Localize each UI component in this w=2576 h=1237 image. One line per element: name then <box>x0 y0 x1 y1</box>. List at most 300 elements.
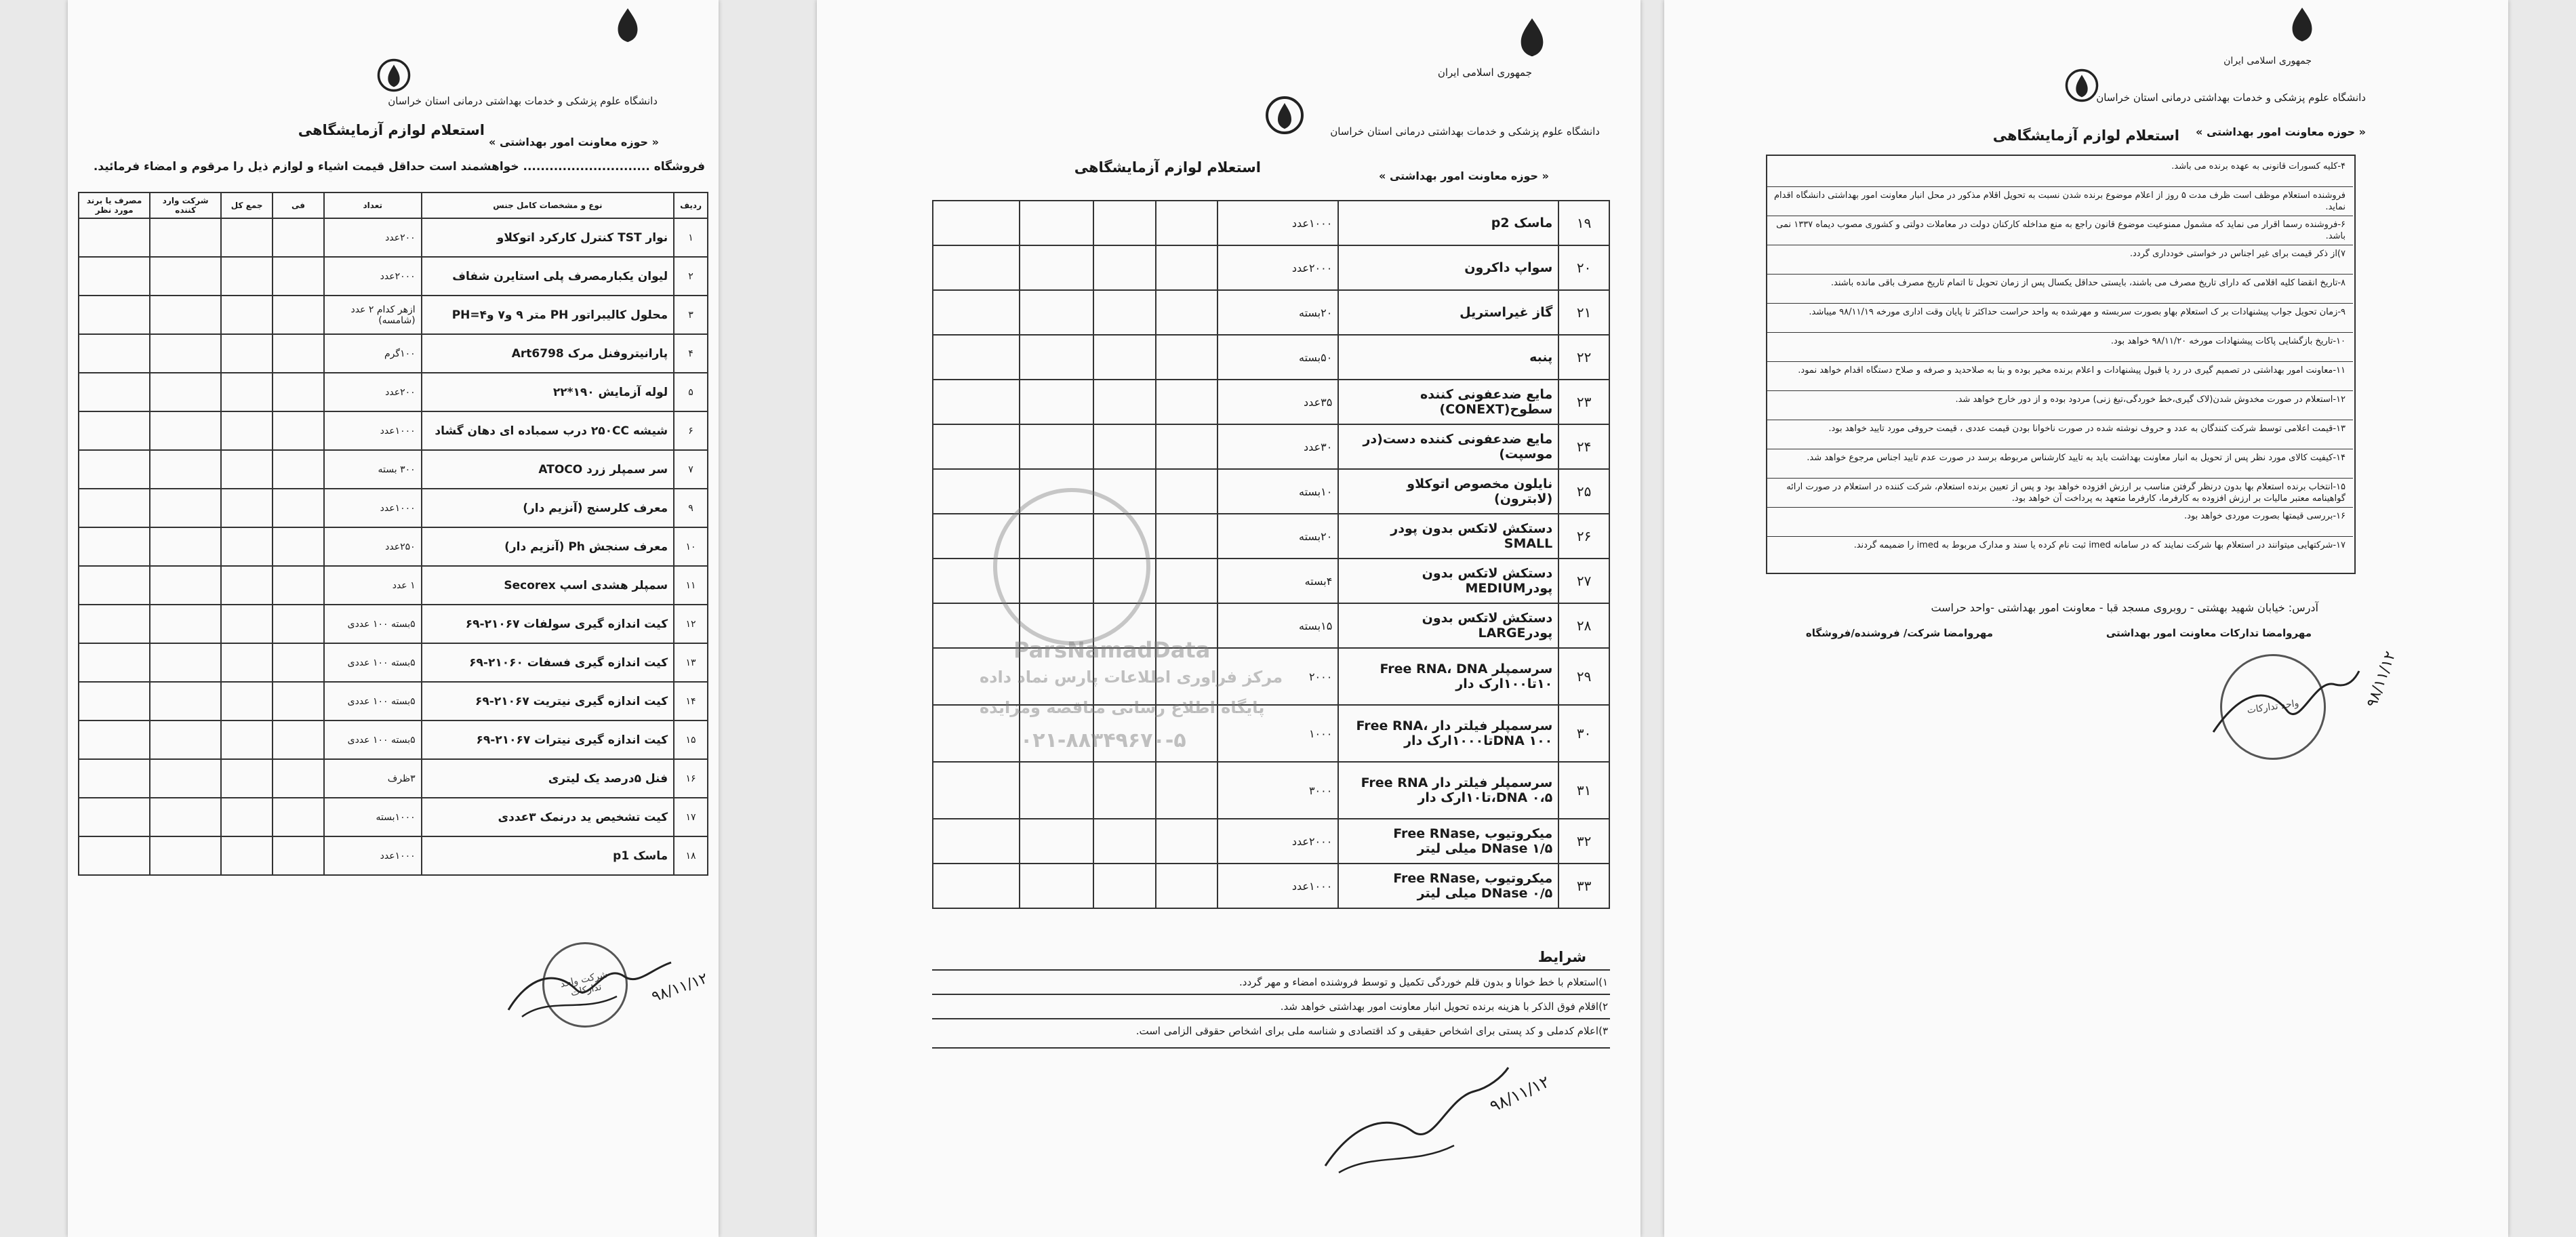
brand-cell <box>933 864 1020 908</box>
quantity-cell: ۲۵۰عدد <box>324 527 422 566</box>
brand-cell <box>933 245 1020 290</box>
row-number-cell: ۳ <box>674 296 708 334</box>
brand-cell <box>79 643 150 682</box>
total-price-cell <box>221 566 273 605</box>
row-number-cell: ۱۱ <box>674 566 708 605</box>
col-header-row-num: ردیف <box>674 192 708 218</box>
col-header-qty: تعداد <box>324 192 422 218</box>
ministry-logo-icon <box>2064 68 2099 103</box>
org-line: دانشگاه علوم پزشکی و خدمات بهداشتی درمانی استان خراسان <box>388 95 658 107</box>
total-price-cell <box>1093 290 1155 335</box>
condition-item: فروشنده استعلام موظف است ظرف مدت ۵ روز از اعلام موضوع برنده شدن نسبت به تحویل اقلام مذکور در محل انبار معاونت امور بهداشتی دانشگاه اقدام نماید. <box>1773 190 2346 212</box>
total-price-cell <box>221 759 273 798</box>
row-number-cell: ۲۰ <box>1558 245 1609 290</box>
item-name-cell: شیشه ۲۵۰CC درب سمباده ای دهان گشاد <box>422 411 674 450</box>
item-name-cell: کیت اندازه گیری نیتریت ۲۱۰۶۷-۶۹ <box>422 682 674 721</box>
unit-price-cell <box>273 682 324 721</box>
brand-cell <box>933 201 1020 245</box>
row-number-cell: ۳۳ <box>1558 864 1609 908</box>
row-number-cell: ۱۵ <box>674 721 708 759</box>
condition-3: ۳)اعلام کدملی و کد پستی برای اشخاص حقیقی و کد اقتصادی و شناسه ملی برای اشخاص حقوقی الزامی است. <box>1135 1025 1608 1037</box>
importer-cell <box>1020 201 1093 245</box>
org-line: دانشگاه علوم پزشکی و خدمات بهداشتی درمانی استان خراسان <box>2096 92 2366 104</box>
row-number-cell: ۱ <box>674 218 708 257</box>
importer-cell <box>1020 424 1093 469</box>
table-row <box>79 450 708 489</box>
table-row <box>79 296 708 334</box>
brand-cell <box>933 469 1020 514</box>
condition-item: ۴-کلیه کسورات قانونی به عهده برنده می باشد. <box>2171 161 2346 171</box>
row-number-cell: ۱۶ <box>674 759 708 798</box>
quantity-cell: ۵بسته ۱۰۰ عددی <box>324 721 422 759</box>
unit-price-cell <box>1156 559 1217 603</box>
quantity-cell: ۱۰۰۰عدد <box>1217 201 1339 245</box>
table-row <box>79 527 708 566</box>
item-name-cell: کیت اندازه گیری نیترات ۲۱۰۶۷-۶۹ <box>422 721 674 759</box>
brand-cell <box>933 380 1020 424</box>
quantity-cell: ۵بسته ۱۰۰ عددی <box>324 643 422 682</box>
total-price-cell <box>1093 201 1155 245</box>
unit-price-cell <box>273 798 324 836</box>
total-price-cell <box>1093 424 1155 469</box>
total-price-cell <box>221 296 273 334</box>
condition-item: ۸-تاریخ انقضا کلیه اقلامی که دارای تاریخ مصرف می باشند، بایستی حداقل یکسال پس از زمان تحویل تا اتمام تاریخ مصرف باقی مانده باشند. <box>1830 278 2346 288</box>
item-name-cell: کیت اندازه گیری سولفات ۲۱۰۶۷-۶۹ <box>422 605 674 643</box>
condition-item: ۷)از ذکر قیمت برای غیر اجناس در خواستی خودداری گردد. <box>2129 249 2346 259</box>
divider <box>1766 274 2353 275</box>
condition-item: ۱۴-کیفیت کالای مورد نظر پس از تحویل به انبار معاونت بهداشت باید به تایید کارشناس مربوطه برسد در صورت عدم تایید اجناس مرجوع خواهد شد. <box>1807 453 2346 463</box>
quantity-cell: ۳۰عدد <box>1217 424 1339 469</box>
brand-cell <box>79 489 150 527</box>
ministry-logo-icon <box>376 58 411 93</box>
iran-emblem-icon <box>2281 3 2323 45</box>
brand-cell <box>933 424 1020 469</box>
table-row <box>79 334 708 373</box>
brand-cell <box>79 721 150 759</box>
row-number-cell: ۶ <box>674 411 708 450</box>
col-header-item: نوع و مشخصات کامل جنس <box>422 192 674 218</box>
unit-price-cell <box>273 373 324 411</box>
importer-cell <box>150 411 221 450</box>
brand-cell <box>79 759 150 798</box>
importer-cell <box>150 218 221 257</box>
condition-1: ۱)استعلام با خط خوانا و بدون قلم خوردگی تکمیل و توسط فروشنده امضاء و مهر گردد. <box>1239 976 1608 988</box>
quantity-cell: ۳۰۰ بسته <box>324 450 422 489</box>
item-name-cell: پنبه <box>1338 335 1558 380</box>
importer-cell <box>150 334 221 373</box>
divider <box>1766 332 2353 333</box>
page-title: استعلام لوازم آزمایشگاهی <box>1074 159 1261 176</box>
dept-label: « حوزه معاونت امور بهداشتی » <box>1379 169 1549 182</box>
quantity-cell: ۲۰بسته <box>1217 514 1339 559</box>
total-price-cell <box>221 489 273 527</box>
quantity-cell: ۵۰بسته <box>1217 335 1339 380</box>
total-price-cell <box>1093 819 1155 864</box>
item-name-cell: معرف کلرسنج (آنزیم دار) <box>422 489 674 527</box>
table-row <box>79 798 708 836</box>
divider <box>1766 361 2353 362</box>
table-row <box>79 759 708 798</box>
table-row <box>79 411 708 450</box>
row-number-cell: ۲ <box>674 257 708 296</box>
total-price-cell <box>1093 864 1155 908</box>
table-row <box>79 489 708 527</box>
row-number-cell: ۳۲ <box>1558 819 1609 864</box>
item-name-cell: لیوان یکبارمصرف پلی استایرن شفاف <box>422 257 674 296</box>
brand-cell <box>79 566 150 605</box>
unit-price-cell <box>273 527 324 566</box>
divider <box>1766 478 2353 479</box>
item-name-cell: دستکش لاتکس بدون پودرMEDIUM <box>1338 559 1558 603</box>
row-number-cell: ۲۷ <box>1558 559 1609 603</box>
col-header-brand: مصرف یا برند مورد نظر <box>79 192 150 218</box>
item-name-cell: گاز غیراستریل <box>1338 290 1558 335</box>
total-price-cell <box>221 373 273 411</box>
item-name-cell: ماسک p1 <box>422 836 674 875</box>
item-name-cell: محلول کالیبراتور PH متر ۹ و۷ و۴=PH <box>422 296 674 334</box>
row-number-cell: ۱۹ <box>1558 201 1609 245</box>
unit-price-cell <box>273 296 324 334</box>
importer-cell <box>150 836 221 875</box>
quantity-cell: ۲۰۰۰عدد <box>1217 245 1339 290</box>
total-price-cell <box>221 527 273 566</box>
dept-label: « حوزه معاونت امور بهداشتی » <box>489 136 659 148</box>
watermark-seal-icon <box>993 488 1150 645</box>
total-price-cell <box>221 218 273 257</box>
unit-price-cell <box>273 218 324 257</box>
total-price-cell <box>1093 245 1155 290</box>
quantity-cell: ۱۰۰۰ <box>1217 705 1339 762</box>
condition-item: ۱۲-استعلام در صورت مخدوش شدن(لاک گیری،خط خوردگی،تیغ زنی) مردود بوده و از دور خارج خواهد شد. <box>1955 394 2346 405</box>
conditions-title: شرایط <box>1537 949 1586 965</box>
importer-cell <box>1020 245 1093 290</box>
row-number-cell: ۱۷ <box>674 798 708 836</box>
address: آدرس: خیابان شهید بهشتی - روبروی مسجد قبا - معاونت امور بهداشتی -واحد حراست <box>1931 601 2318 614</box>
condition-item: ۱۳-قیمت اعلامی توسط شرکت کنندگان به عدد و حروف نوشته شده در صورت ناخوانا بودن قیمت عددی ، قیمت حروفی مورد تایید خواهد بود. <box>1828 424 2346 434</box>
brand-cell <box>79 450 150 489</box>
unit-price-cell <box>1156 245 1217 290</box>
importer-cell <box>150 296 221 334</box>
procurement-stamp: واحد تدارکات <box>2213 647 2333 767</box>
item-name-cell: کیت تشخیص ید درنمک ۳عددی <box>422 798 674 836</box>
importer-cell <box>1020 290 1093 335</box>
importer-cell <box>1020 762 1093 819</box>
table-row <box>933 864 1609 908</box>
divider <box>1766 186 2353 187</box>
unit-price-cell <box>273 489 324 527</box>
table-row <box>933 762 1609 819</box>
row-number-cell: ۷ <box>674 450 708 489</box>
total-price-cell <box>221 643 273 682</box>
quantity-cell: ۱۰۰۰عدد <box>1217 864 1339 908</box>
divider <box>1766 536 2353 537</box>
table-row <box>79 682 708 721</box>
page-title: استعلام لوازم آزمایشگاهی <box>1992 127 2179 144</box>
quantity-cell: ۵بسته ۱۰۰ عددی <box>324 682 422 721</box>
unit-price-cell <box>273 759 324 798</box>
condition-item: ۱۷-شرکتهایی میتوانند در استعلام بها شرکت نمایند که در سامانه imed ثبت نام کرده یا سند و مدارک مربوط به imed را ضمیمه گردند. <box>1853 540 2346 550</box>
quantity-cell: ۲۰۰۰عدد <box>1217 819 1339 864</box>
condition-item: ۹-زمان تحویل جواب پیشنهادات بر ک استعلام بهاو بصورت سربسته و مهرشده به واحد حراست حداکثر تا پایان وقت اداری مورخه ۹۸/۱۱/۱۹ میباشد. <box>1809 307 2346 317</box>
dept-label: « حوزه معاونت امور بهداشتی » <box>2196 125 2366 138</box>
unit-price-cell <box>1156 469 1217 514</box>
quantity-cell: ۲۰۰۰عدد <box>324 257 422 296</box>
table-row <box>933 819 1609 864</box>
total-price-cell <box>221 836 273 875</box>
gov-label: جمهوری اسلامی ایران <box>2223 56 2312 66</box>
importer-cell <box>1020 335 1093 380</box>
importer-cell <box>150 759 221 798</box>
row-number-cell: ۲۴ <box>1558 424 1609 469</box>
unit-price-cell <box>273 566 324 605</box>
condition-item: ۱۱-معاونت امور بهداشتی در تصمیم گیری در رد یا قبول پیشنهادات و اعلام برنده مخیر بوده و بنا به صلاحدید و صرفه و صلاح دستگاه اقدام خواهد نمود. <box>1798 365 2346 376</box>
condition-item: ۱۶-بررسی قیمتها بصورت موردی خواهد بود. <box>2184 511 2346 521</box>
item-name-cell: مایع ضدعفونی کننده سطوح(CONEXT) <box>1338 380 1558 424</box>
quantity-cell: ۴بسته <box>1217 559 1339 603</box>
row-number-cell: ۱۲ <box>674 605 708 643</box>
table-row <box>79 605 708 643</box>
unit-price-cell <box>273 257 324 296</box>
unit-price-cell <box>1156 380 1217 424</box>
unit-price-cell <box>1156 762 1217 819</box>
sign-date: ۹۸/۱۱/۱۲ <box>649 970 710 1006</box>
unit-price-cell <box>273 450 324 489</box>
quantity-cell: ۱ عدد <box>324 566 422 605</box>
ministry-logo-icon <box>1264 95 1305 136</box>
table-row <box>933 201 1609 245</box>
quantity-cell: ۵بسته ۱۰۰ عددی <box>324 605 422 643</box>
divider <box>932 1047 1610 1049</box>
unit-price-cell <box>1156 864 1217 908</box>
importer-cell <box>1020 380 1093 424</box>
row-number-cell: ۱۰ <box>674 527 708 566</box>
brand-cell <box>79 527 150 566</box>
brand-cell <box>79 218 150 257</box>
divider <box>932 1018 1610 1019</box>
quantity-cell: ۳۰۰۰ <box>1217 762 1339 819</box>
unit-price-cell <box>1156 201 1217 245</box>
divider <box>1766 390 2353 391</box>
item-name-cell: نوار TST کنترل کارکرد اتوکلاو <box>422 218 674 257</box>
company-stamp: شرکت واحد تدارکات <box>534 934 635 1035</box>
unit-price-cell <box>273 721 324 759</box>
col-header-total: جمع کل <box>221 192 273 218</box>
row-number-cell: ۲۲ <box>1558 335 1609 380</box>
brand-cell <box>933 819 1020 864</box>
col-header-importer: شرکت وارد کننده <box>150 192 221 218</box>
row-number-cell: ۲۶ <box>1558 514 1609 559</box>
importer-cell <box>1020 819 1093 864</box>
total-price-cell <box>1093 335 1155 380</box>
brand-cell <box>79 257 150 296</box>
brand-cell <box>933 335 1020 380</box>
signature-label-procurement: مهروامضا تدارکات معاونت امور بهداشتی <box>2106 627 2312 639</box>
item-name-cell: سمپلر هشدی اسپ Secorex <box>422 566 674 605</box>
item-name-cell: سرسمپلر Free RNA، DNA ۱۰تا۱۰۰ارک دار <box>1338 648 1558 705</box>
signature <box>1312 1057 1515 1182</box>
item-name-cell: میکروتیوب Free RNase, DNase ۰/۵ میلی لیتر <box>1338 864 1558 908</box>
page-title: استعلام لوازم آزمایشگاهی <box>298 122 485 138</box>
intro-text: فروشگاه ............................. خواهشمند است حداقل قیمت اشیاء و لوازم ذیل را مرقوم و امضاء فرمائید. <box>93 160 705 174</box>
brand-cell <box>79 296 150 334</box>
row-number-cell: ۹ <box>674 489 708 527</box>
condition-item: ۱۰-تاریخ بازگشایی پاکات پیشنهادات مورخه ۹۸/۱۱/۲۰ خواهد بود. <box>2110 336 2346 346</box>
document-page-2 <box>817 0 1641 1237</box>
total-price-cell <box>221 605 273 643</box>
item-name-cell: فنل ۵درصد یک لیتری <box>422 759 674 798</box>
unit-price-cell <box>273 334 324 373</box>
quantity-cell: ازهر کدام ۲ عدد (شامسه) <box>324 296 422 334</box>
importer-cell <box>150 257 221 296</box>
row-number-cell: ۱۴ <box>674 682 708 721</box>
item-name-cell: سرسمپلر فیلتر دار Free RNA، DNA ۱۰۰تا۱۰۰۰ارک دار <box>1338 705 1558 762</box>
watermark-line-1: مرکز فراوری اطلاعات پارس نماد داده <box>980 668 1283 687</box>
quantity-cell: ۲۰۰عدد <box>324 218 422 257</box>
brand-cell <box>79 836 150 875</box>
table-row <box>79 836 708 875</box>
row-number-cell: ۲۵ <box>1558 469 1609 514</box>
quantity-cell: ۲۰۰۰ <box>1217 648 1339 705</box>
divider <box>1766 303 2353 304</box>
importer-cell <box>150 450 221 489</box>
brand-cell <box>79 798 150 836</box>
condition-item: ۶-فروشنده رسما اقرار می نماید که مشمول ممنوعیت موضوع قانون راجع به منع مداخله کارکنان دولت در معاملات دولتی و کشوری مصوب دیماه ۱۳۳۷ نمی باشد. <box>1776 220 2346 241</box>
quantity-cell: ۱۰۰۰عدد <box>324 836 422 875</box>
total-price-cell <box>221 721 273 759</box>
iran-emblem-icon <box>1508 14 1556 61</box>
item-name-cell: مایع ضدعفونی کننده دست(در موسپت) <box>1338 424 1558 469</box>
total-price-cell <box>221 257 273 296</box>
importer-cell <box>150 643 221 682</box>
items-table <box>78 192 708 876</box>
quantity-cell: ۱۰۰۰عدد <box>324 489 422 527</box>
document-page-1 <box>68 0 719 1237</box>
importer-cell <box>150 489 221 527</box>
importer-cell <box>150 373 221 411</box>
item-name-cell: پارانیتروفنل مرک Art6798 <box>422 334 674 373</box>
total-price-cell <box>221 334 273 373</box>
importer-cell <box>1020 864 1093 908</box>
row-number-cell: ۳۱ <box>1558 762 1609 819</box>
unit-price-cell <box>273 411 324 450</box>
unit-price-cell <box>1156 290 1217 335</box>
quantity-cell: ۲۰بسته <box>1217 290 1339 335</box>
total-price-cell <box>221 450 273 489</box>
unit-price-cell <box>273 643 324 682</box>
quantity-cell: ۱۰۰۰عدد <box>324 411 422 450</box>
item-name-cell: لوله آزمایش ۱۹۰*۲۲ <box>422 373 674 411</box>
table-row <box>79 257 708 296</box>
total-price-cell <box>1093 380 1155 424</box>
divider <box>1766 507 2353 508</box>
row-number-cell: ۲۳ <box>1558 380 1609 424</box>
total-price-cell <box>221 682 273 721</box>
brand-cell <box>79 682 150 721</box>
item-name-cell: نایلون مخصوص اتوکلاو (لابترون) <box>1338 469 1558 514</box>
row-number-cell: ۱۸ <box>674 836 708 875</box>
quantity-cell: ۳ظرف <box>324 759 422 798</box>
row-number-cell: ۲۸ <box>1558 603 1609 648</box>
total-price-cell <box>1093 762 1155 819</box>
item-name-cell: میکروتیوب Free RNase, DNase ۱/۵ میلی لیتر <box>1338 819 1558 864</box>
document-page-3 <box>1664 0 2508 1237</box>
item-name-cell: دستکش لاتکس بدون پودر SMALL <box>1338 514 1558 559</box>
item-name-cell: معرف سنجش Ph (آنزیم دار) <box>422 527 674 566</box>
table-row <box>933 424 1609 469</box>
divider <box>932 994 1610 995</box>
quantity-cell: ۲۰۰عدد <box>324 373 422 411</box>
brand-cell <box>79 373 150 411</box>
brand-cell <box>933 762 1020 819</box>
importer-cell <box>150 682 221 721</box>
row-number-cell: ۳۰ <box>1558 705 1609 762</box>
unit-price-cell <box>1156 819 1217 864</box>
importer-cell <box>150 798 221 836</box>
row-number-cell: ۲۹ <box>1558 648 1609 705</box>
org-line: دانشگاه علوم پزشکی و خدمات بهداشتی درمانی استان خراسان <box>1330 125 1600 138</box>
divider <box>932 969 1610 971</box>
table-row <box>79 218 708 257</box>
importer-cell <box>150 721 221 759</box>
col-header-unit-price: فی <box>273 192 324 218</box>
quantity-cell: ۳۵عدد <box>1217 380 1339 424</box>
watermark-phone: ۰۲۱-۸۸۳۴۹۶۷۰-۵ <box>1020 729 1186 752</box>
table-row <box>933 290 1609 335</box>
importer-cell <box>150 566 221 605</box>
watermark-line-2: پایگاه اطلاع رسانی مناقصه ومزایده <box>980 698 1265 717</box>
row-number-cell: ۵ <box>674 373 708 411</box>
unit-price-cell <box>1156 424 1217 469</box>
row-number-cell: ۱۳ <box>674 643 708 682</box>
row-number-cell: ۲۱ <box>1558 290 1609 335</box>
unit-price-cell <box>273 605 324 643</box>
iran-emblem-icon <box>607 4 649 46</box>
item-name-cell: ماسک p2 <box>1338 201 1558 245</box>
item-name-cell: سواپ داکرون <box>1338 245 1558 290</box>
total-price-cell <box>221 798 273 836</box>
table-row <box>933 335 1609 380</box>
quantity-cell: ۱۵بسته <box>1217 603 1339 648</box>
quantity-cell: ۱۰۰۰بسته <box>324 798 422 836</box>
gov-label: جمهوری اسلامی ایران <box>1437 66 1532 79</box>
brand-cell <box>79 605 150 643</box>
table-row <box>79 373 708 411</box>
table-row <box>79 566 708 605</box>
unit-price-cell <box>1156 335 1217 380</box>
watermark-brand: ParsNamadData <box>1013 637 1211 663</box>
brand-cell <box>79 411 150 450</box>
brand-cell <box>933 290 1020 335</box>
signature-label-seller: مهروامضا شرکت/ فروشنده/فروشگاه <box>1805 627 1993 639</box>
item-name-cell: دستکش لاتکس بدون پودرLARGE <box>1338 603 1558 648</box>
quantity-cell: ۱۰بسته <box>1217 469 1339 514</box>
total-price-cell <box>221 411 273 450</box>
row-number-cell: ۴ <box>674 334 708 373</box>
item-name-cell: سر سمپلر زرد ATOCO <box>422 450 674 489</box>
item-name-cell: کیت اندازه گیری فسفات ۲۱۰۶۰-۶۹ <box>422 643 674 682</box>
signature <box>2200 651 2362 762</box>
condition-2: ۲)اقلام فوق الذکر با هزینه برنده تحویل انبار معاونت امور بهداشتی خواهد شد. <box>1280 1000 1608 1013</box>
item-name-cell: سرسمپلر فیلتر دار Free RNA ،DNA ۰،۵تا۱۰ارک دار <box>1338 762 1558 819</box>
table-row <box>933 245 1609 290</box>
unit-price-cell <box>1156 514 1217 559</box>
table-row <box>79 643 708 682</box>
table-row <box>79 721 708 759</box>
unit-price-cell <box>273 836 324 875</box>
sign-date: ۹۸/۱۱/۱۲ <box>2363 649 2400 710</box>
quantity-cell: ۱۰۰گرم <box>324 334 422 373</box>
brand-cell <box>79 334 150 373</box>
